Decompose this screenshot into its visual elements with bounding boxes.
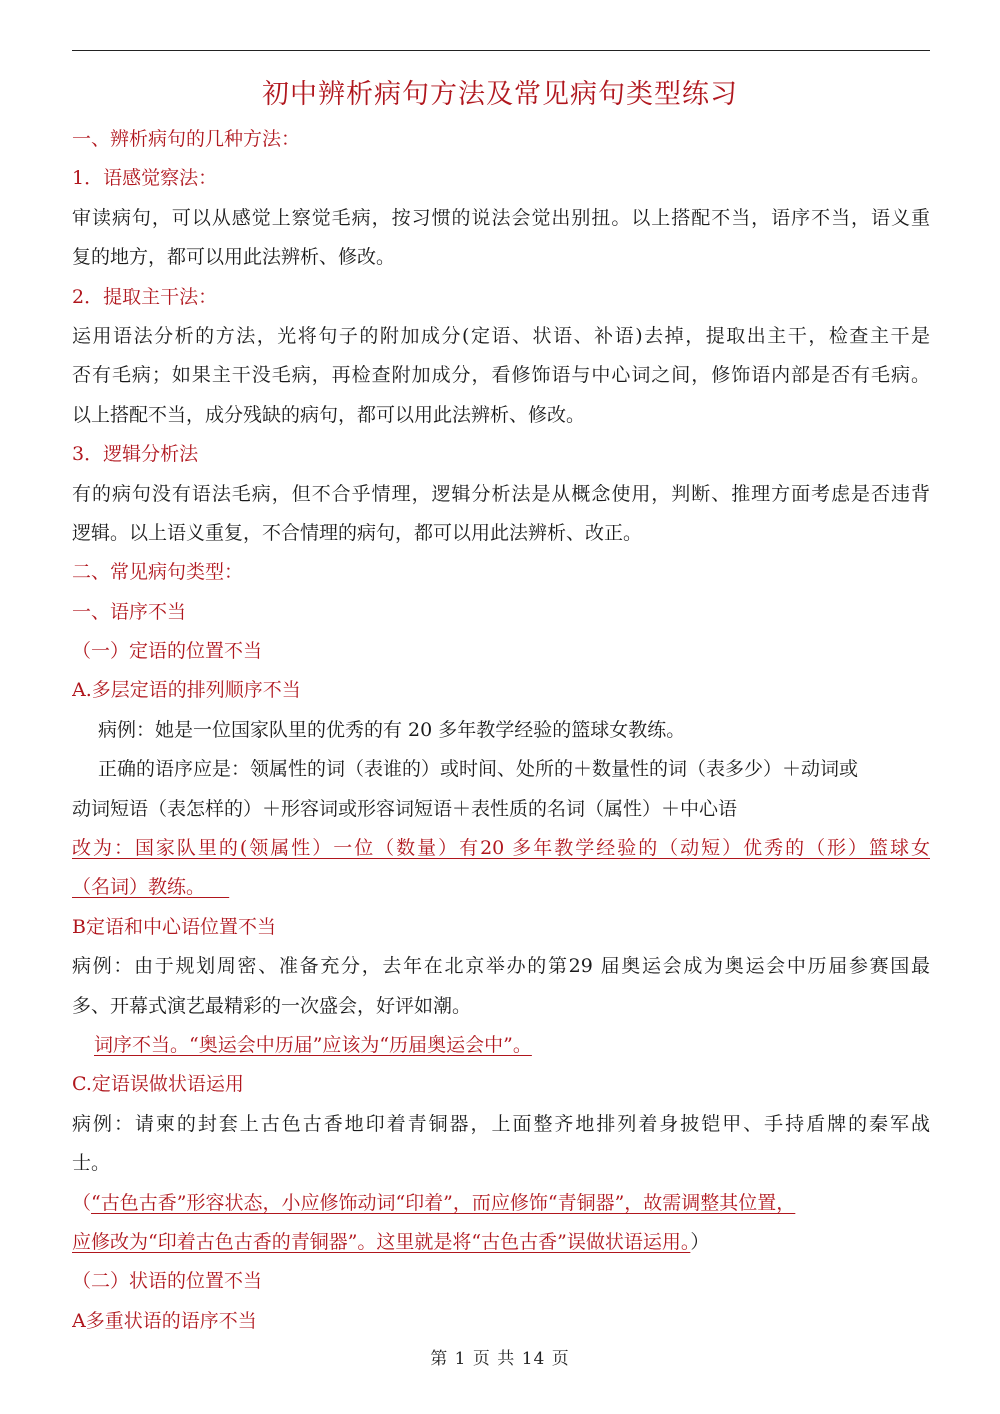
correction-text: （名词）教练。 <box>72 876 206 899</box>
item-heading: C.定语误做状语运用 <box>72 1073 244 1096</box>
method-heading: 2．提取主干法： <box>72 285 218 308</box>
paragraph-line: 审读病句，可以从感觉上察觉毛病，按习惯的说法会觉出别扭。以上搭配不当，语序不当，语义重 <box>72 206 930 229</box>
item-heading: A多重状语的语序不当 <box>72 1309 257 1332</box>
item-heading: A.多层定语的排列顺序不当 <box>72 679 301 702</box>
correction-trailing-space <box>205 876 229 898</box>
page-footer: 第 1 页 共 14 页 <box>430 1349 570 1369</box>
example-line: 病例：请柬的封套上古色古香地印着青铜器，上面整齐地排列着身披铠甲、手持盾牌的秦军战 <box>72 1112 930 1135</box>
paragraph-line: 否有毛病；如果主干没毛病，再检查附加成分，看修饰语与中心词之间，修饰语内部是否有毛病。 <box>72 364 930 387</box>
paren-close: ） <box>690 1230 710 1253</box>
subsection-heading: （二）状语的位置不当 <box>72 1270 263 1293</box>
paragraph-line: 有的病句没有语法毛病，但不合乎情理，逻辑分析法是从概念使用，判断、推理方面考虑是否违背 <box>72 482 930 505</box>
subsection-heading: 一、语序不当 <box>72 600 187 623</box>
example-line: 病例：由于规划周密、准备充分，去年在北京举办的第29 届奥运会成为奥运会中历届参赛国最 <box>72 955 930 978</box>
paragraph-line: 正确的语序应是：领属性的词（表谁的）或时间、处所的＋数量性的词（表多少）＋动词或 <box>98 758 859 781</box>
paragraph-line: 以上搭配不当，成分残缺的病句，都可以用此法辨析、修改。 <box>72 403 586 426</box>
correction-line <box>72 1223 930 1262</box>
correction-text: 应修改为“印着古色古香的青铜器”。这里就是将“古色古香”误做状语运用。 <box>72 1230 691 1253</box>
correction-text: “古色古香”形容状态，小应修饰动词“印着”，而应修饰“青铜器”，故需调整其位置， <box>91 1191 796 1214</box>
section-heading: 二、常见病句类型： <box>72 561 244 584</box>
paragraph-line: 运用语法分析的方法，光将句子的附加成分(定语、状语、补语)去掉，提取出主干，检查主干是 <box>72 324 930 347</box>
item-heading: B定语和中心语位置不当 <box>72 915 276 938</box>
correction-text: 词序不当。“奥运会中历届”应该为“历届奥运会中”。 <box>94 1033 532 1056</box>
paragraph-line: 逻辑。以上语义重复，不合情理的病句，都可以用此法辨析、改正。 <box>72 521 643 544</box>
example-line: 病例：她是一位国家队里的优秀的有 20 多年教学经验的篮球女教练。 <box>98 718 686 741</box>
paragraph-line: 多、开幕式演艺最精彩的一次盛会，好评如潮。 <box>72 994 472 1017</box>
paragraph-line: 士。 <box>72 1152 111 1175</box>
correction-line: 改为：国家队里的(领属性）一位（数量）有20 多年教学经验的（动短）优秀的（形）篮球女 <box>72 837 930 860</box>
header-rule <box>72 50 930 51</box>
document-body <box>72 120 930 1341</box>
paragraph-line: 动词短语（表怎样的）＋形容词或形容词短语＋表性质的名词（属性）＋中心语 <box>72 797 738 820</box>
correction-line <box>72 1184 930 1223</box>
page-title: 初中辨析病句方法及常见病句类型练习 <box>262 79 738 110</box>
subsection-heading: （一）定语的位置不当 <box>72 640 263 663</box>
paren-open: （ <box>72 1191 92 1214</box>
paragraph-line: 复的地方，都可以用此法辨析、修改。 <box>72 246 396 269</box>
method-heading: 3．逻辑分析法 <box>72 443 199 466</box>
correction-line <box>72 868 930 907</box>
method-heading: 1．语感觉察法： <box>72 167 218 190</box>
correction-line <box>72 1026 930 1065</box>
section-heading: 一、辨析病句的几种方法： <box>72 128 301 150</box>
